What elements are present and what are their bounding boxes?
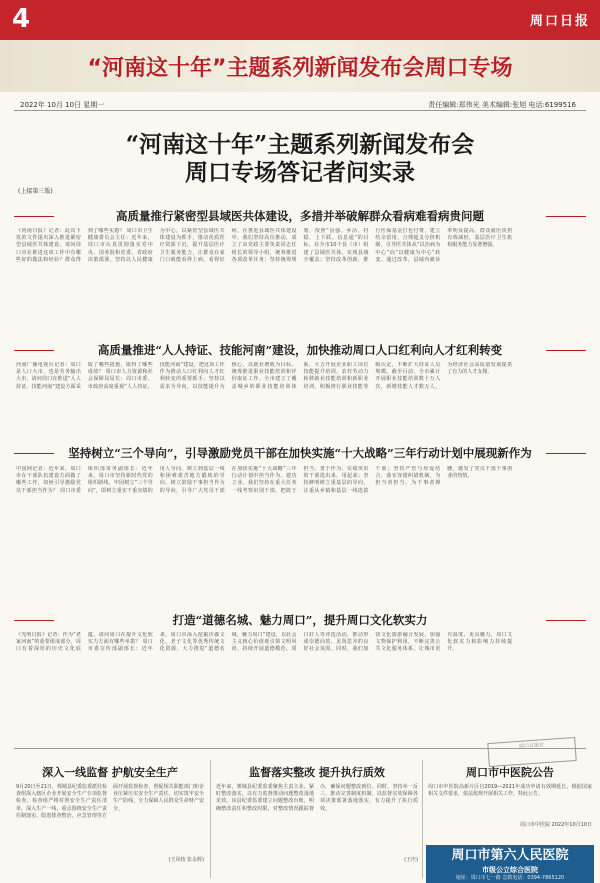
section-body: 《光明日报》记者：作为“老家河南”的重要组成部分，周口有着深厚的历史文化底蕴，请问周口在提升文化软实力方面有哪些举措？ 周口市委宣传部副部长：近年来，周口市深入挖掘伏羲文化、老子文化等优秀传统文化资源，大力推进“道德名城、魅力周口”建设，以社会主义核心价值观引领文明风尚，持续开展道德模范、周口好人等评选活动，推动形成崇德向善、见贤思齐的良好社会氛围。同时，我们加快文化旅游融合发展，加强文物保护利用，不断完善公共文化服务体系，让城市更有温度、更具魅力，周口文化软实力和影响力持续提升。: [16, 632, 513, 653]
section-heading: 坚持树立“三个导向”，引导激励党员干部在加快实施“十大战略”三年行动计划中展现新作为: [14, 445, 586, 461]
section-body: 中国网记者：近年来，周口市在干部队伍建设方面做了哪些工作，如何引导激励党员干部担当作为？ 周口市委组织部常务副部长：近年来，周口市坚持新时代党的组织路线，牢固树立“三个导向”，即树立重实干重实绩的用人导向、树立到基层一线和困难艰苦地方锻炼的导向、树立鼓励干事担当作为的导向，引导广大党员干部在加快实施“十大战略”三年行动计划中担当作为、建功立业。我们坚持在重大任务一线考察识别干部，把敢于担当、善于作为、实绩突出的干部选出来、用起来；坚持鲜明树立重基层的导向，注重从乡镇和基层一线选拔干部；坚持严管与厚爱结合，落实容错纠错机制，为担当者担当、为干事者撑腰，激发了党员干部干事创业的热情。: [16, 466, 513, 494]
paper-stamp: 周口日报社: [487, 737, 576, 767]
bottom-article-2: [216, 765, 418, 865]
topic-banner: [0, 40, 600, 92]
ad-hospital-name: 周口市第六人民医院: [451, 848, 569, 863]
paper-logo: 周口日报: [529, 14, 590, 29]
hospital-advertisement: [426, 845, 594, 883]
bottom-article-sign: (王庆): [404, 857, 418, 863]
notice-sign: 周口市中医院 2022年10月10日: [519, 822, 592, 828]
notice-title: 周口市中医院公告: [466, 766, 554, 779]
section-heading: 打造“道德名城、魅力周口”，提升周口文化软实力: [14, 612, 586, 628]
bottom-article-body: 9月20日至21日，郸城县纪委监委派驻检查组深入辖区企业开展安全生产专项监督检查。检查组严格对照安全生产责任清单，深入生产一线，重点围绕安全生产责任制落实、隐患排查整治、应急管理等方面开展监督检查，督促相关职能部门和企业压紧压实安全生产责任，切实筑牢安全生产防线，全力保障人民群众生命财产安全。: [16, 784, 204, 819]
notice-body: 周口市中医院高新片区自2019—2021年成功申请有效期延长，根据国家相关文件要求，依法依规开展相关工作，特此公告。: [428, 784, 592, 798]
banner-title: “河南这十年”主题系列新闻发布会周口专场: [87, 56, 513, 81]
bottom-article-title: 监督落实整改 提升执行质效: [249, 766, 385, 779]
section-body: 《河南日报》记者：此次下发的文件提出深入推进紧密型县域医共体建设，请问周口市在推进这项工作中有哪些好的做法和经验？群众得到了哪些实惠？ 周口市卫生健康委员会主任：近年来，周口市认真贯彻落实党中央、国务院和省委、省政府决策部署，坚持以人民健康为中心，以紧密型县域医共体建设为抓手，推动优质医疗资源下沉，提升基层医疗卫生服务能力，让群众在家门口就能看得上病、看得好病。在推进县域医共体建设中，我们坚持高位推动，成立了由党政主要负责同志任组长的领导小组，统筹推进各项改革任务；坚持统筹规划，按照“县强、乡活、村稳、上下联、信息通”的目标，在全市10个县（市）组建了县域医共体，实现县域全覆盖；坚持改革创新，推行医保基金打包付费，建立结余留用、合理超支分担机制，引导医共体从“以治病为中心”向“以健康为中心”转变。通过改革，县域内就诊率明显提高，群众就医负担有效减轻，基层医疗卫生机构服务能力显著增强。: [16, 228, 513, 263]
editor-credits: 责任编辑:郑伟光 美术编辑:张旭 电话:6199516: [428, 101, 576, 109]
bottom-article-sign: (王凤枝 张永辉): [168, 857, 204, 863]
section-body: 河南广播电视台记者：周口是人口大市，也是劳务输出大市，请问周口在推进“人人持证、技能河南”建设方面采取了哪些措施，取得了哪些成效？ 周口市人力资源和社会保障局局长：周口市委、市政府高度重视“人人持证、技能河南”建设，把这项工作作为推动人口红利向人才红利转变的重要抓手，坚持以需求为导向，以技能提升为核心，以就业增收为目标，统筹推进职业技能培训和评价取证工作。全市建立了覆盖城乡的职业技能培训体系，大力开展企业职工岗位技能提升培训、农村劳动力转移就业技能培训和新职业培训，积极推行职业技能等级认定，不断扩大持证人员规模。截至目前，全市累计开展职业技能培训数十万人次，新增技能人才数万人，为经济社会高质量发展提供了有力的人才支撑。: [16, 362, 513, 390]
article-title-line1: “河南这十年”主题系列新闻发布会: [125, 131, 475, 158]
page-number: 4: [11, 4, 31, 34]
column-divider: [422, 760, 423, 878]
header-band: [0, 0, 600, 40]
column-divider: [210, 760, 211, 878]
ad-subtitle: 市级公立综合医院: [482, 866, 538, 874]
bottom-article-title: 深入一线监督 护航安全生产: [42, 766, 178, 779]
continued-note: (上接第三版): [18, 188, 53, 195]
bottom-article-1: [16, 765, 204, 865]
section-heading: 高质量推进“人人持证、技能河南”建设，加快推动周口人口红利向人才红利转变: [14, 342, 586, 358]
hospital-notice: [428, 765, 592, 843]
article-title-line2: 周口专场答记者问实录: [185, 159, 415, 186]
bottom-article-body: 近年来，郸城县纪委监委聚焦主责主业，紧盯整改落实，以有力监督推动问题整改落地见效。该县纪委监委建立问题整改台账，明确整改责任和整改时限，对整改情况跟踪督办，确保问题整改到位。同时，坚持举一反三，推动完善制度机制，以监督实效保障各项决策部署落地落实，有力提升了执行质效。: [216, 784, 418, 812]
header-rule: [14, 110, 586, 111]
ad-contact: 地址：周口市七一路 急救电话：0394-7865120: [455, 875, 565, 881]
dateline: 2022年 10月 10日 星期一: [20, 101, 105, 109]
section-heading: 高质量推行紧密型县域医共体建设，多措并举破解群众看病难看病贵问题: [14, 208, 586, 224]
